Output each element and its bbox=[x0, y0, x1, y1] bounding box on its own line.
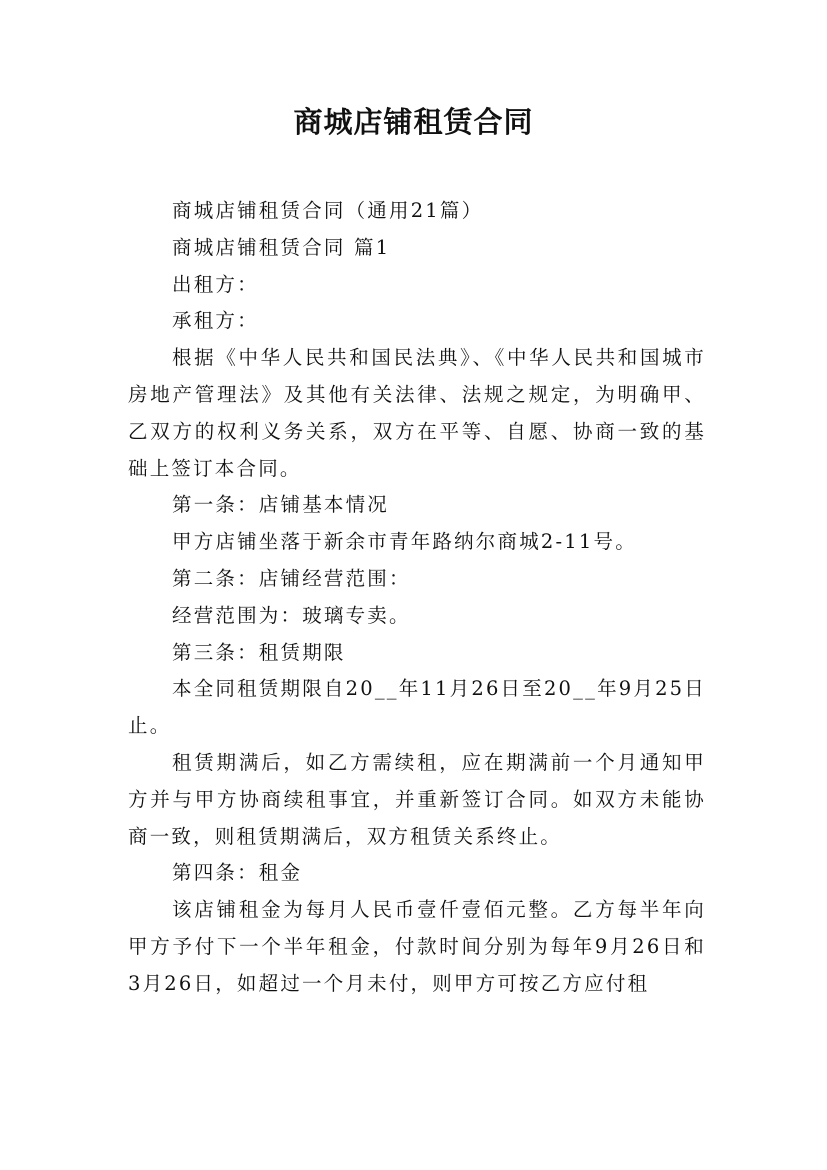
paragraph-preamble: 根据《中华人民共和国民法典》、《中华人民共和国城市房地产管理法》及其他有关法律、法规之规定，为明确甲、乙双方的权利义务关系，双方在平等、自愿、协商一致的基础上签订本合同。 bbox=[128, 346, 706, 480]
paragraph-section-heading: 商城店铺租赁合同 篇1 bbox=[172, 235, 391, 259]
paragraph-article-1-text: 甲方店铺坐落于新余市青年路纳尔商城2-11号。 bbox=[172, 530, 637, 554]
paragraph-article-4-heading: 第四条：租金 bbox=[172, 861, 303, 885]
paragraph-article-4-text: 该店铺租金为每月人民币壹仟壹佰元整。乙方每半年向甲方予付下一个半年租金，付款时间分别为每年9月26日和3月26日，如超过一个月未付，则甲方可按乙方应付租 bbox=[128, 898, 706, 995]
paragraph-subtitle: 商城店铺租赁合同（通用21篇） bbox=[172, 199, 484, 222]
paragraph-article-3-text: 本全同租赁期限自20__年11月26日至20__年9月25日止。 bbox=[128, 677, 706, 738]
document-body bbox=[128, 193, 706, 1003]
document-title: 商城店铺租赁合同 bbox=[293, 105, 534, 139]
paragraph-lessor: 出租方： bbox=[172, 272, 259, 296]
paragraph-article-3-renewal: 租赁期满后，如乙方需续租，应在期满前一个月通知甲方并与甲方协商续租事宜，并重新签订合同。如双方未能协商一致，则租赁期满后，双方租赁关系终止。 bbox=[128, 750, 706, 848]
paragraph-article-1-heading: 第一条：店铺基本情况 bbox=[172, 493, 390, 517]
paragraph-article-2-heading: 第二条：店铺经营范围： bbox=[172, 566, 411, 590]
paragraph-lessee: 承租方： bbox=[172, 309, 259, 333]
paragraph-article-2-text: 经营范围为：玻璃专卖。 bbox=[172, 603, 411, 627]
paragraph-article-3-heading: 第三条：租赁期限 bbox=[172, 640, 346, 664]
